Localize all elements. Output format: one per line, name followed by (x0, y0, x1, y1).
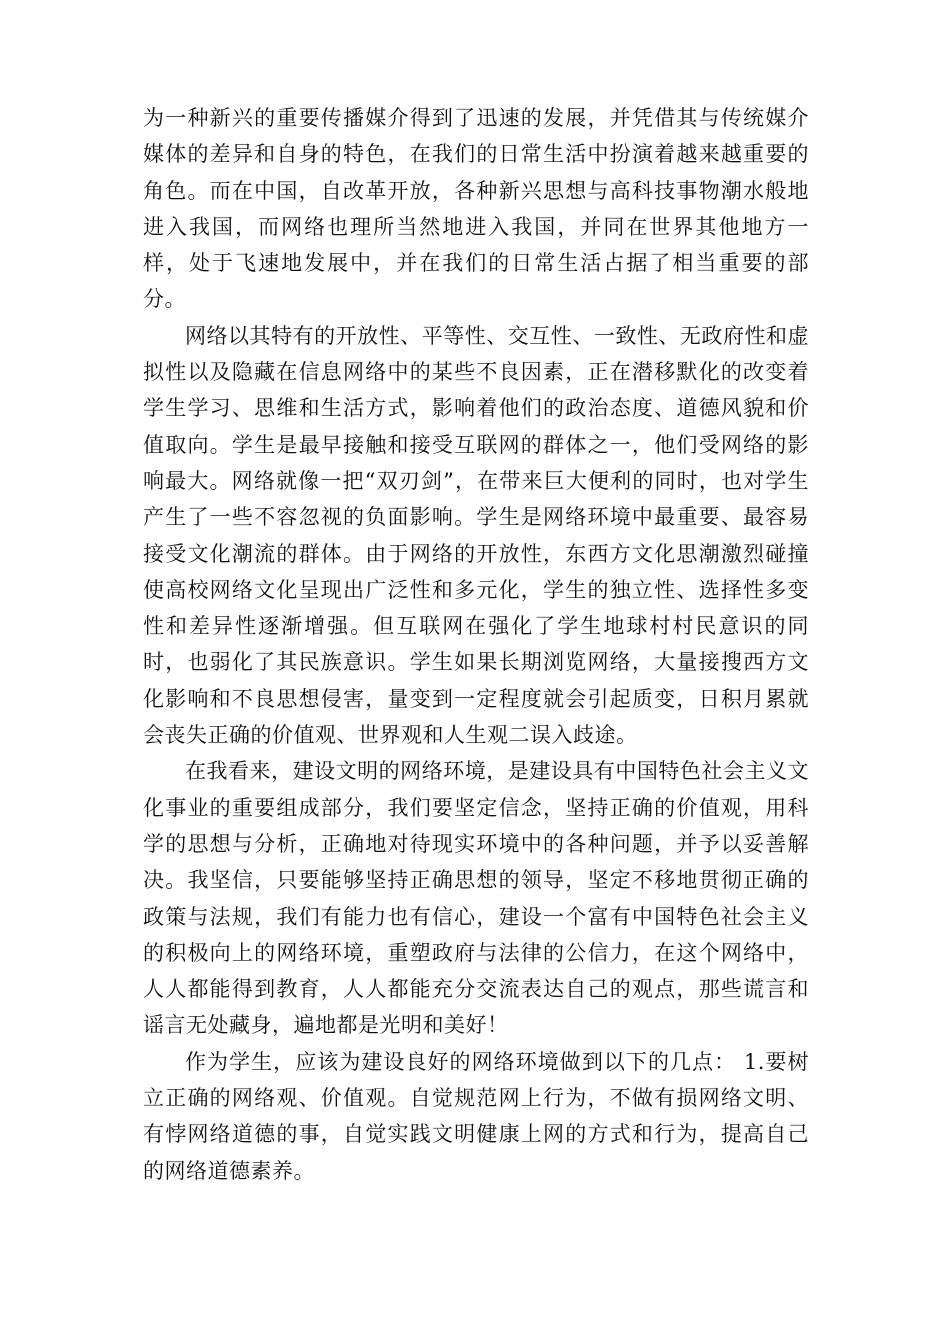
paragraph-3: 在我看来，建设文明的网络环境，是建设具有中国特色社会主义文化事业的重要组成部分，我们要坚定信念，坚持正确的价值观，用科学的思想与分析，正确地对待现实环境中的各种问题，并予以妥善解决。我坚信，只要能够坚持正确思想的领导，坚定不移地贯彻正确的政策与法规，我们有能力也有信心，建设一个富有中国特色社会主义的积极向上的网络环境，重塑政府与法律的公信力，在这个网络中，人人都能得到教育，人人都能充分交流表达自己的观点，那些谎言和谣言无处藏身，遍地都是光明和美好！ (143, 759, 809, 1038)
paragraph-2: 网络以其特有的开放性、平等性、交互性、一致性、无政府性和虚拟性以及隐藏在信息网络中的某些不良因素，正在潜移默化的改变着学生学习、思维和生活方式，影响着他们的政治态度、道德风貌和价值取向。学生是最早接触和接受互联网的群体之一，他们受网络的影响最大。网络就像一把“双刃剑”，在带来巨大便利的同时，也对学生产生了一些不容忽视的负面影响。学生是网络环境中最重要、最容易接受文化潮流的群体。由于网络的开放性，东西方文化思潮激烈碰撞使高校网络文化呈现出广泛性和多元化，学生的独立性、选择性多变性和差异性逐渐增强。但互联网在强化了学生地球村村民意识的同时，也弱化了其民族意识。学生如果长期浏览网络，大量接搜西方文化影响和不良思想侵害，量变到一定程度就会引起质变，日积月累就会丧失正确的价值观、世界观和人生观二误入歧途。 (143, 323, 809, 748)
paragraph-4: 作为学生，应该为建设良好的网络环境做到以下的几点： 1.要树立正确的网络观、价值观。自觉规范网上行为，不做有损网络文明、有悖网络道德的事，自觉实践文明健康上网的方式和行为，提高自己的网络道德素养。 (143, 1049, 809, 1183)
paragraph-1: 为一种新兴的重要传播媒介得到了迅速的发展，并凭借其与传统媒介媒体的差异和自身的特色，在我们的日常生活中扮演着越来越重要的角色。而在中国，自改革开放，各种新兴思想与高科技事物潮水般地进入我国，而网络也理所当然地进入我国，并同在世界其他地方一样，处于飞速地发展中，并在我们的日常生活占据了相当重要的部分。 (143, 106, 809, 312)
document-body (143, 100, 809, 1189)
